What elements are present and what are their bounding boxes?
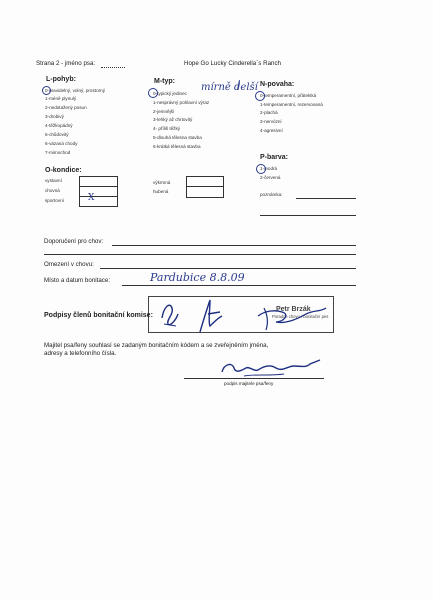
m-typ-option[interactable]: 0-typický jedinec xyxy=(153,91,187,96)
dog-name: Hope Go Lucky Cinderella´s Ranch xyxy=(184,60,281,67)
p-barva-heading: P-barva: xyxy=(260,154,289,161)
l-pohyb-option[interactable]: 4-těžkopádný xyxy=(45,123,73,128)
p-barva-option[interactable]: 2-červená xyxy=(260,175,281,180)
o-kondice-x-mark: X xyxy=(88,193,95,203)
note-line-2[interactable] xyxy=(260,215,356,216)
n-povaha-option[interactable]: 1-temperamentní, rezervovaná xyxy=(260,102,323,107)
m-typ-option[interactable]: 5-dlouhá tělesna stavba xyxy=(153,135,202,140)
note-line-1[interactable] xyxy=(296,198,356,199)
commission-label: Podpisy členů bonitační komise: xyxy=(44,312,153,319)
m-typ-option[interactable]: 4- příliš těžký xyxy=(153,126,181,131)
o-kondice-option[interactable]: sportovní xyxy=(45,198,64,203)
l-pohyb-option[interactable]: 7-mimochod xyxy=(45,150,71,155)
consent-text-line-2: adresy a telefonního čísla. xyxy=(44,350,117,357)
vyziva-option[interactable]: hubená xyxy=(153,189,169,194)
vyziva-option[interactable]: výkrmná xyxy=(153,180,171,185)
place-date-value: Pardubice 8.8.09 xyxy=(150,271,245,284)
l-pohyb-option[interactable]: 1-méně plynulý xyxy=(45,96,77,101)
o-kondice-heading: O-kondice: xyxy=(45,167,82,174)
vyziva-box xyxy=(186,176,224,198)
commission-member-role: Poradce chovu / bonitační pes xyxy=(272,314,329,319)
recommendation-line-1[interactable] xyxy=(112,245,356,246)
l-pohyb-heading: L-pohyb: xyxy=(46,76,76,83)
place-date-label: Místo a datum bonitace: xyxy=(44,277,111,284)
m-typ-option[interactable]: 6-krátká tělesná stavba xyxy=(153,144,201,149)
l-pohyb-option[interactable]: 0-pravidelný, volný, prostorný xyxy=(45,88,106,93)
o-kondice-option[interactable]: vystavní xyxy=(45,178,62,183)
n-povaha-selection-circle xyxy=(255,91,265,101)
m-typ-selection-circle xyxy=(148,88,158,98)
limitation-line[interactable] xyxy=(100,268,356,269)
owner-signature-caption: podpis majitele psa/feny xyxy=(224,381,274,386)
owner-signature-line[interactable] xyxy=(184,378,324,379)
commission-member-name: Petr Brzák xyxy=(276,306,311,313)
m-typ-option[interactable]: 2-jemnější xyxy=(153,109,175,114)
place-date-line[interactable] xyxy=(122,285,356,286)
o-kondice-option[interactable]: chovná xyxy=(45,188,60,193)
limitation-label: Omezení v chovu: xyxy=(44,261,94,268)
m-typ-handwritten-note: mírně delší xyxy=(201,82,258,93)
n-povaha-option[interactable]: 0-temperamentní, přátelská xyxy=(260,93,317,98)
recommendation-line-2[interactable] xyxy=(44,254,356,255)
p-barva-selection-circle xyxy=(256,164,266,174)
l-pohyb-option[interactable]: 5-chůdovitý xyxy=(45,132,69,137)
o-kondice-box xyxy=(79,176,118,207)
m-typ-option[interactable]: 1-nesprávný pohlavní výraz xyxy=(153,100,210,105)
commission-signatures xyxy=(150,296,340,336)
l-pohyb-option[interactable]: 3-drobivý xyxy=(45,114,64,119)
n-povaha-option[interactable]: 2-plachá xyxy=(260,110,278,115)
note-label: poznámka: xyxy=(260,192,283,197)
dog-name-underline xyxy=(101,67,125,68)
m-typ-heading: M-typ: xyxy=(154,78,175,85)
recommendation-label: Doporučení pro chov: xyxy=(44,238,104,245)
l-pohyb-option[interactable]: 6-vázaná chody xyxy=(45,141,78,146)
n-povaha-option[interactable]: 4-agresivní xyxy=(260,128,283,133)
n-povaha-heading: N-povaha: xyxy=(260,81,295,88)
p-barva-option[interactable]: 1-modrá xyxy=(260,166,278,171)
n-povaha-option[interactable]: 3-nervózní xyxy=(260,119,282,124)
page-label: Strana 2 - jméno psa: xyxy=(36,60,96,67)
m-typ-option[interactable]: 3-lehký až chrtovitý xyxy=(153,117,193,122)
l-pohyb-selection-circle xyxy=(42,86,51,95)
l-pohyb-option[interactable]: 2-nedotažený posun xyxy=(45,105,87,110)
consent-text-line-1: Majitel psa/feny souhlasí se zadaným bonitačním kódem a se zveřejněním jména, xyxy=(44,342,269,349)
